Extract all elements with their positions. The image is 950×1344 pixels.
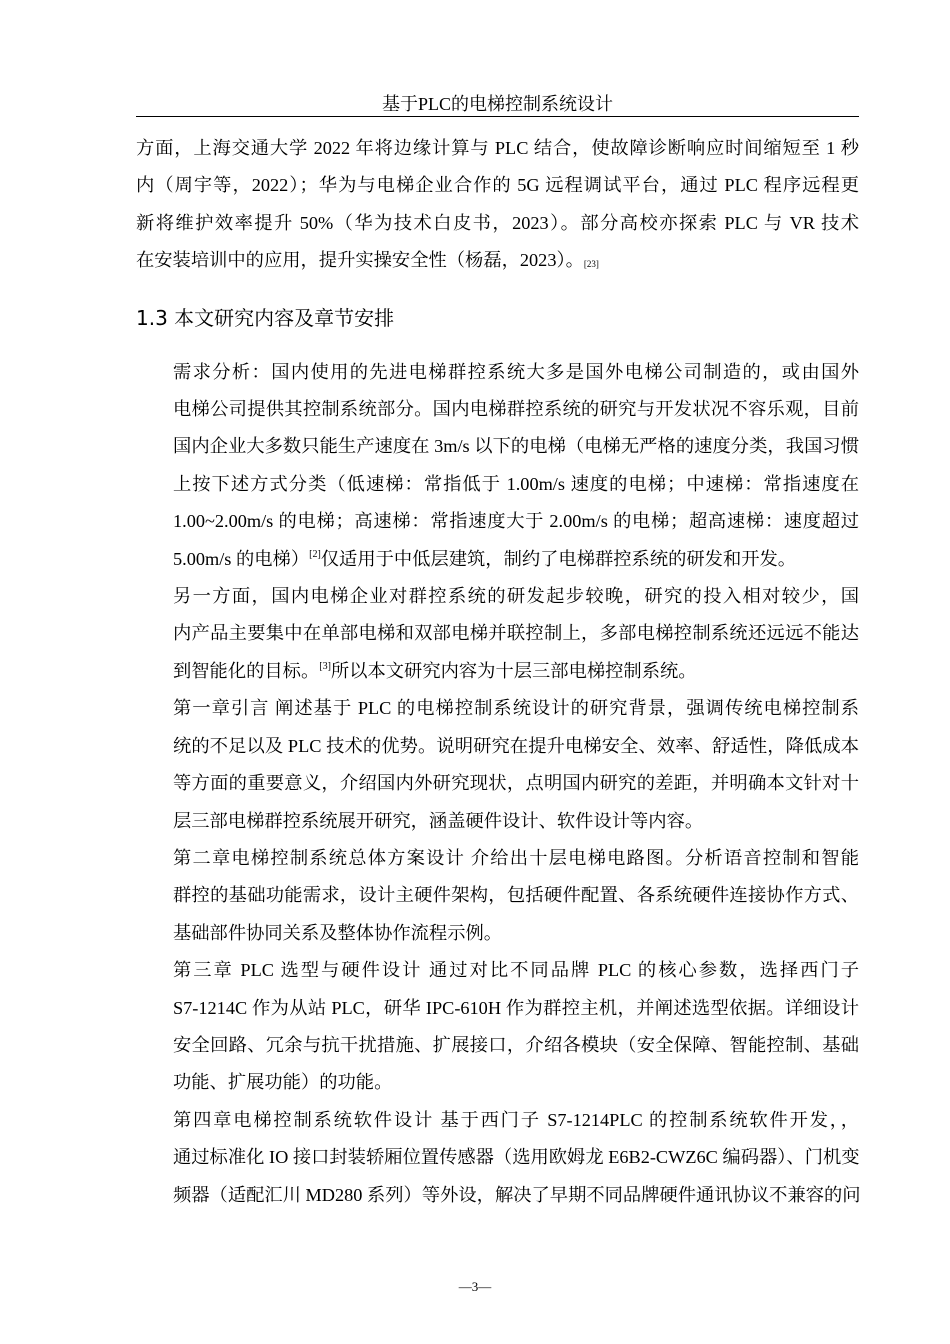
paragraph-chapter-3 bbox=[136, 952, 859, 1102]
text-line: 国内企业大多数只能生产速度在 3m/s 以下的电梯（电梯无严格的速度分类，我国习惯 bbox=[173, 436, 859, 457]
section-heading: 1.3 本文研究内容及章节安排 bbox=[136, 305, 395, 330]
text-line: 群控的基础功能需求，设计主硬件架构，包括硬件配置、各系统硬件连接协作方式、 bbox=[173, 885, 859, 906]
text-line: 第一章引言 阐述基于 PLC 的电梯控制系统设计的研究背景，强调传统电梯控制系 bbox=[173, 698, 859, 719]
text-line: 功能、扩展功能）的功能。 bbox=[173, 1072, 393, 1093]
paragraph-domestic bbox=[136, 578, 859, 690]
text-segment: 所以本文研究内容为十层三部电梯控制系统。 bbox=[330, 660, 697, 681]
text-line: 层三部电梯群控系统展开研究，涵盖硬件设计、软件设计等内容。 bbox=[173, 810, 704, 831]
text-line: 安全回路、冗余与抗干扰措施、扩展接口，介绍各模块（安全保障、智能控制、基础 bbox=[173, 1034, 859, 1055]
text-line bbox=[136, 653, 859, 690]
paragraph-chapter-4 bbox=[136, 1102, 859, 1214]
text-line: 统的不足以及 PLC 技术的优势。说明研究在提升电梯安全、效率、舒适性，降低成本 bbox=[173, 735, 859, 756]
text-line: 第三章 PLC 选型与硬件设计 通过对比不同品牌 PLC 的核心参数，选择西门子 bbox=[173, 960, 859, 981]
citation-ref: [23] bbox=[583, 259, 599, 270]
page-number: —3— bbox=[458, 1279, 492, 1294]
citation-ref: [3] bbox=[319, 660, 331, 672]
text-line: 通过标准化 IO 接口封装轿厢位置传感器（选用欧姆龙 E6B2-CWZ6C 编码器）、门机变 bbox=[173, 1147, 860, 1168]
text-line: 等方面的重要意义，介绍国内外研究现状，点明国内研究的差距，并明确本文针对十 bbox=[173, 773, 859, 794]
paragraph-requirements bbox=[136, 354, 859, 578]
text-segment: 5.00m/s 的电梯） bbox=[173, 548, 310, 569]
text-line: 频器（适配汇川 MD280 系列）等外设，解决了早期不同品牌硬件通讯协议不兼容的问 bbox=[173, 1184, 861, 1205]
text-segment: 到智能化的目标。 bbox=[173, 660, 320, 681]
text-line: 1.00~2.00m/s 的电梯；高速梯：常指速度大于 2.00m/s 的电梯；超高速梯：速度超过 bbox=[173, 511, 859, 532]
text-line bbox=[136, 242, 859, 283]
text-segment: 仅适用于中低层建筑，制约了电梯群控系统的研发和开发。 bbox=[320, 548, 797, 569]
page-body bbox=[136, 130, 859, 1214]
text-line: S7-1214C 作为从站 PLC，研华 IPC-610H 作为群控主机，并阐述选型依据。详细设计 bbox=[173, 997, 859, 1018]
paragraph-chapter-1 bbox=[136, 690, 859, 840]
paragraph-continuation bbox=[136, 130, 859, 284]
text-line: 内产品主要集中在单部电梯和双部电梯并联控制上，多部电梯控制系统还远远不能达 bbox=[173, 623, 859, 644]
citation-ref: [2] bbox=[309, 548, 321, 560]
text-line: 第二章电梯控制系统总体方案设计 介给出十层电梯电路图。分析语音控制和智能 bbox=[173, 847, 859, 868]
text-line: 第四章电梯控制系统软件设计 基于西门子 S7-1214PLC 的控制系统软件开发，， bbox=[173, 1109, 859, 1130]
text-line: 另一方面，国内电梯企业对群控系统的研发起步较晚，研究的投入相对较少，国 bbox=[173, 586, 859, 607]
text-line: 方面，上海交通大学 2022 年将边缘计算与 PLC 结合，使故障诊断响应时间缩短至 1 秒 bbox=[136, 138, 859, 158]
header-divider bbox=[136, 116, 859, 117]
text-line: 内（周宇等，2022）；华为与电梯企业合作的 5G 远程调试平台，通过 PLC 程序远程更 bbox=[136, 175, 859, 196]
paragraph-chapter-2 bbox=[136, 840, 859, 952]
text-segment: 在安装培训中的应用，提升实操安全性（杨磊，2023）。 bbox=[136, 250, 584, 271]
text-line: 基础部件协同关系及整体协作流程示例。 bbox=[173, 922, 503, 943]
text-line: 上按下述方式分类（低速梯：常指低于 1.00m/s 速度的电梯；中速梯：常指速度在 bbox=[173, 473, 859, 494]
text-line bbox=[136, 541, 859, 578]
text-line: 新将维护效率提升 50%（华为技术白皮书，2023）。部分高校亦探索 PLC 与 VR 技术 bbox=[136, 212, 859, 233]
running-header: 基于PLC的电梯控制系统设计 bbox=[381, 94, 613, 114]
text-line: 需求分析：国内使用的先进电梯群控系统大多是国外电梯公司制造的，或由国外 bbox=[173, 361, 859, 382]
text-line: 电梯公司提供其控制系统部分。国内电梯群控系统的研究与开发状况不容乐观，目前 bbox=[173, 399, 859, 420]
